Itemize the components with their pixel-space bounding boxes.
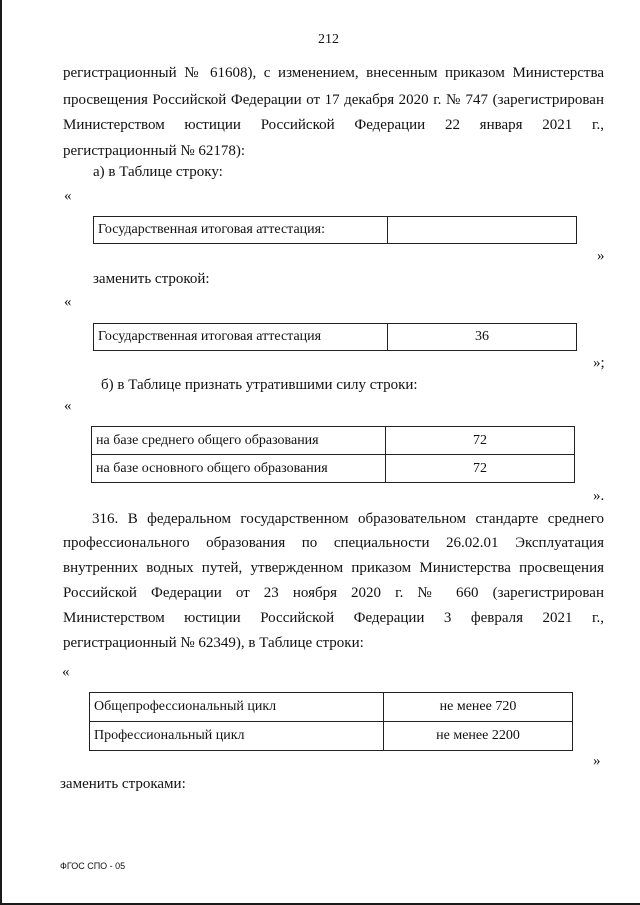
item-b-heading: б) в Таблице признать утратившими силу строки: xyxy=(101,377,418,393)
page-number: 212 xyxy=(318,32,339,47)
footer-code: ФГОС СПО - 05 xyxy=(60,861,126,871)
open-quote: « xyxy=(64,398,72,414)
table-original-row xyxy=(93,216,577,244)
close-quote-semicolon: »; xyxy=(593,355,605,371)
table-cell-label: на базе основного общего образования xyxy=(92,455,386,483)
table-replacement-row xyxy=(93,323,577,351)
table-cell-label: Профессиональный цикл xyxy=(90,722,384,751)
text-line: регистрационный № 61608), с изменением, внесенным приказом Министерства xyxy=(63,65,604,81)
table-cell-value xyxy=(388,217,577,244)
close-quote: » xyxy=(597,248,605,264)
table-row xyxy=(90,722,573,751)
item-a-heading: а) в Таблице строку: xyxy=(93,164,223,180)
open-quote: « xyxy=(64,188,72,204)
page-edge-left xyxy=(0,0,2,905)
table-cell-label: Государственная итоговая аттестация xyxy=(94,324,388,351)
table-cell-label: на базе среднего общего образования xyxy=(92,427,386,455)
text-line: Министерством юстиции Российской Федерации 22 января 2021 г., xyxy=(63,117,604,133)
table-row xyxy=(94,217,577,244)
table-cell-value: 36 xyxy=(388,324,577,351)
table-cell-label: Общепрофессиональный цикл xyxy=(90,693,384,722)
table-cell-value: не менее 720 xyxy=(384,693,573,722)
text-line: профессионального образования по специальности 26.02.01 Эксплуатация xyxy=(63,535,604,551)
text-line: внутренних водных путей, утвержденном приказом Министерства просвещения xyxy=(63,560,604,576)
replace-rows-text: заменить строками: xyxy=(60,776,186,792)
text-line: Министерством юстиции Российской Федерации 3 февраля 2021 г., xyxy=(63,610,604,626)
table-cell-label: Государственная итоговая аттестация: xyxy=(94,217,388,244)
close-quote: » xyxy=(593,753,601,769)
table-cycles xyxy=(89,692,573,751)
table-row xyxy=(92,427,575,455)
replace-row-text: заменить строкой: xyxy=(93,271,210,287)
text-line: регистрационный № 62349), в Таблице строки: xyxy=(63,635,364,651)
open-quote: « xyxy=(64,294,72,310)
table-cell-value: не менее 2200 xyxy=(384,722,573,751)
table-row xyxy=(94,324,577,351)
table-row xyxy=(92,455,575,483)
table-cell-value: 72 xyxy=(386,455,575,483)
open-quote: « xyxy=(62,664,70,680)
table-row xyxy=(90,693,573,722)
text-line: регистрационный № 62178): xyxy=(63,143,246,159)
table-cell-value: 72 xyxy=(386,427,575,455)
text-line: просвещения Российской Федерации от 17 декабря 2020 г. № 747 (зарегистрирован xyxy=(63,92,604,108)
close-quote-period: ». xyxy=(593,488,605,504)
text-line: Российской Федерации от 23 ноября 2020 г. № 660 (зарегистрирован xyxy=(63,585,604,601)
table-repealed-rows xyxy=(91,426,575,483)
text-line: 316. В федеральном государственном образовательном стандарте среднего xyxy=(92,511,604,527)
